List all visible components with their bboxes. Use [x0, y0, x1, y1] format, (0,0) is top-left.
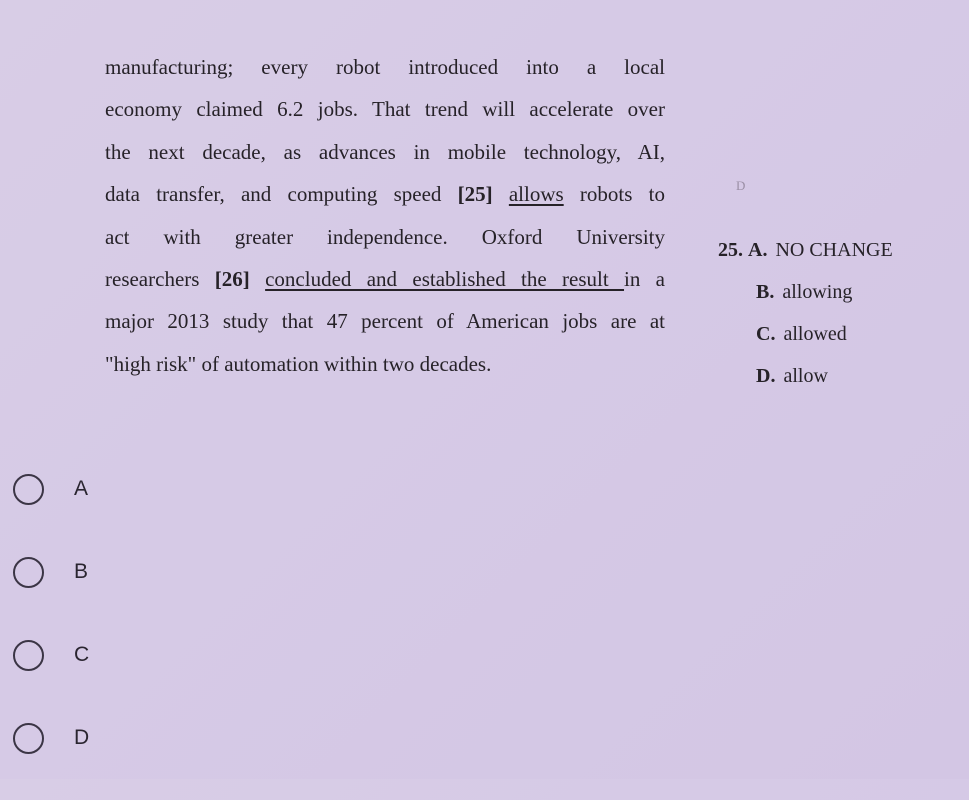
- answer-label-a: A: [74, 477, 89, 500]
- passage-line-6: [105, 258, 665, 300]
- passage-space: [250, 267, 265, 291]
- passage-line-5: act with greater independence. Oxford University: [105, 224, 665, 249]
- passage-text: robots to: [563, 182, 665, 207]
- option-letter: B.: [756, 281, 775, 303]
- question-header: [718, 232, 893, 272]
- answer-choice-c[interactable]: [13, 634, 89, 717]
- answer-label-d: D: [74, 726, 90, 749]
- passage-line-4: [105, 173, 665, 215]
- answer-label-b: B: [74, 560, 89, 583]
- passage-space: [493, 182, 509, 206]
- passage-line-8: "high risk" of automation within two decades.: [105, 351, 492, 376]
- question-option-d: [756, 356, 931, 398]
- question-option-b: [756, 272, 931, 314]
- passage-line-1: manufacturing; every robot introduced into a local: [105, 55, 665, 79]
- passage-line-3: the next decade, as advances in mobile technology, AI,: [105, 139, 665, 164]
- question-marker-25: [25]: [457, 182, 493, 207]
- question-option-c: [756, 314, 931, 356]
- option-text: allow: [783, 365, 828, 387]
- option-letter: C.: [756, 323, 776, 345]
- radio-button-b[interactable]: [13, 557, 44, 588]
- option-letter: D.: [756, 365, 776, 387]
- answer-label-c: C: [74, 643, 90, 666]
- passage-line-2: economy claimed 6.2 jobs. That trend will accelerate over: [105, 97, 665, 122]
- passage-text: researchers: [105, 266, 215, 291]
- passage-line-7: major 2013 study that 47 percent of American jobs are at: [105, 309, 665, 334]
- answer-choices: [13, 468, 89, 800]
- passage-text: data transfer, and computing speed: [105, 182, 458, 207]
- option-text: NO CHANGE: [775, 239, 893, 261]
- radio-button-c[interactable]: [13, 640, 44, 671]
- radio-button-d[interactable]: [13, 723, 44, 754]
- answer-choice-a[interactable]: [13, 468, 89, 551]
- option-text: allowed: [783, 323, 847, 345]
- question-marker-26: [26]: [214, 266, 250, 291]
- question-25: [718, 232, 893, 398]
- underlined-phrase-26: concluded and established the result: [265, 266, 625, 291]
- option-text: allowing: [782, 281, 853, 303]
- stray-mark: D: [736, 178, 746, 193]
- reading-passage: [105, 46, 665, 385]
- answer-choice-d[interactable]: [13, 717, 89, 800]
- option-letter: A.: [748, 239, 768, 261]
- passage-text: in a: [624, 266, 666, 291]
- question-number: 25.: [718, 239, 743, 261]
- answer-choice-b[interactable]: [13, 551, 89, 634]
- radio-button-a[interactable]: [13, 474, 44, 505]
- underlined-phrase-25: allows: [508, 182, 564, 207]
